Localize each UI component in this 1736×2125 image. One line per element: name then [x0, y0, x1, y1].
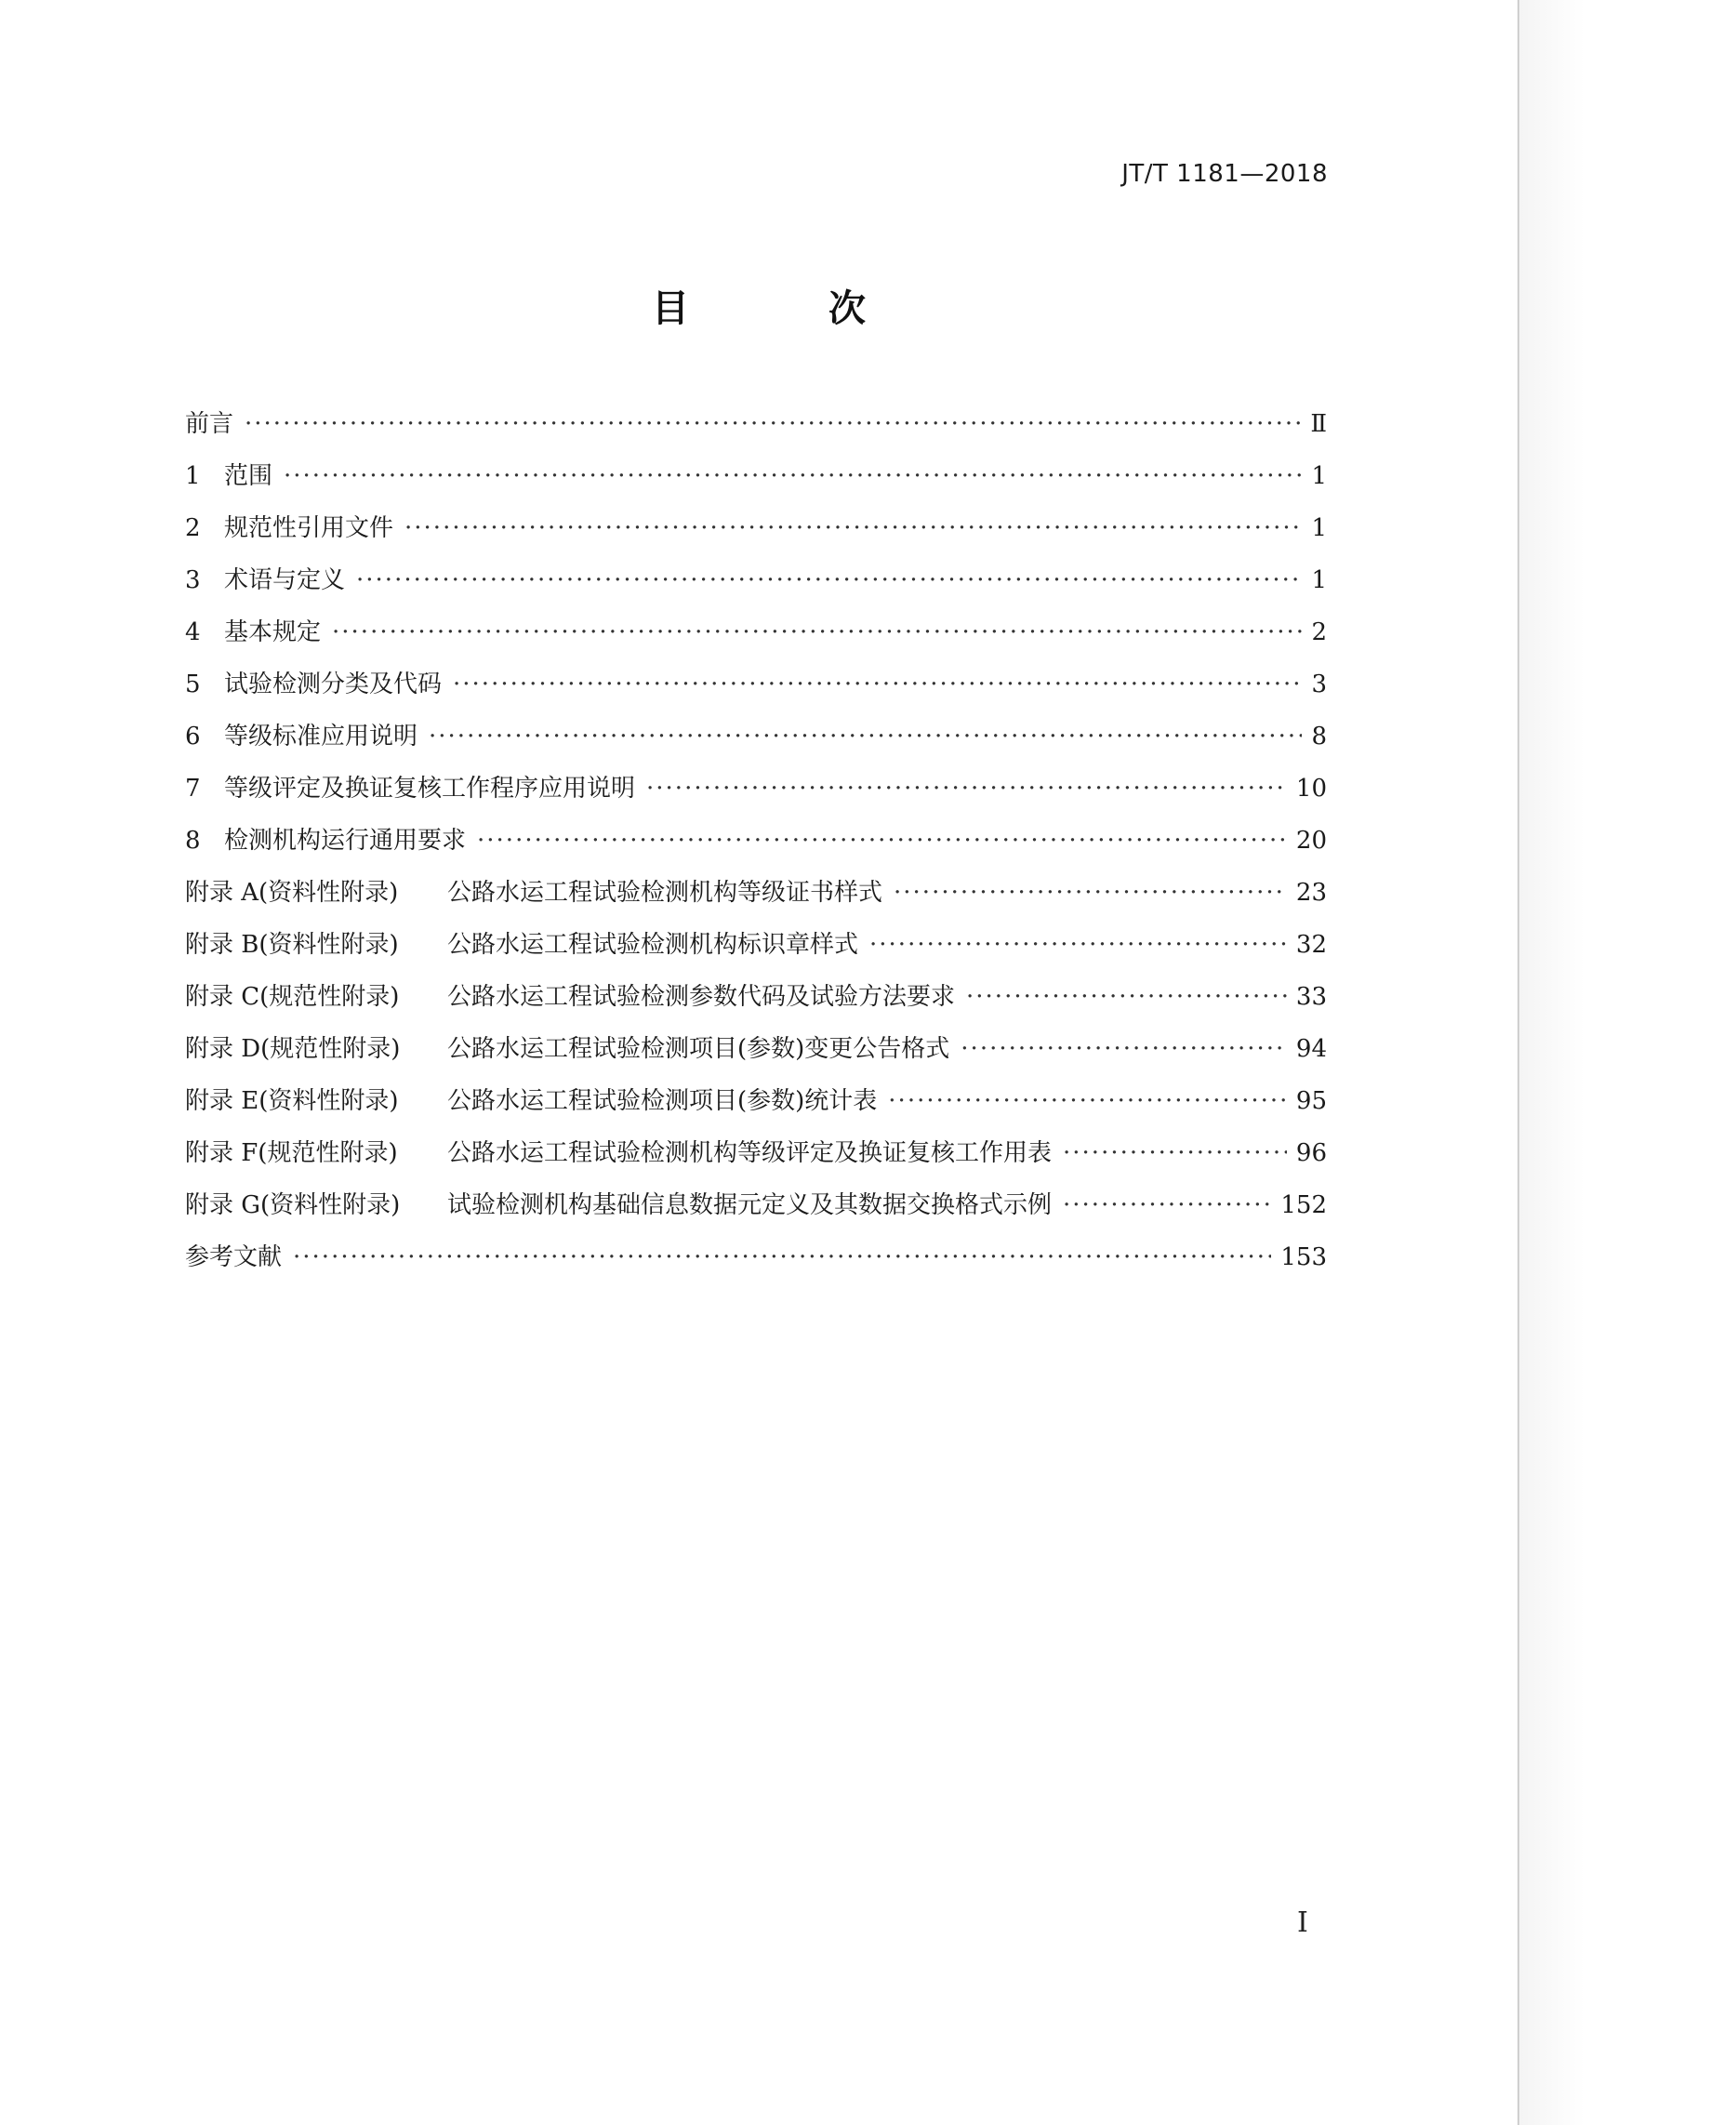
- toc-entry-4[interactable]: [185, 606, 1327, 658]
- toc-dot-leader: [429, 711, 1302, 763]
- toc-entry-page: 1: [1311, 566, 1327, 594]
- toc-appendix-tag: 附录 C(规范性附录): [185, 983, 400, 1011]
- toc-entry-number: 6: [185, 723, 201, 750]
- toc-dot-leader: [245, 398, 1301, 450]
- toc-dot-leader: [961, 1023, 1287, 1075]
- toc-entry-label: 8 检测机构运行通用要求: [185, 815, 466, 867]
- toc-entry-5[interactable]: [185, 658, 1327, 711]
- toc-entry-number: 2: [185, 514, 201, 542]
- toc-entry-label: 附录 F(规范性附录) 公路水运工程试验检测机构等级评定及换证复核工作用表: [185, 1127, 1052, 1179]
- toc-entry-appendix-b[interactable]: [185, 919, 1327, 971]
- toc-dot-leader: [646, 763, 1287, 815]
- toc-entry-page: 10: [1295, 775, 1327, 803]
- toc-entry-page: 152: [1280, 1191, 1327, 1219]
- toc-dot-leader: [1063, 1179, 1271, 1231]
- toc-dot-leader: [869, 919, 1287, 971]
- toc-entry-number: 4: [185, 618, 201, 646]
- toc-appendix-tag: 附录 E(资料性附录): [185, 1087, 399, 1115]
- page-edge-shadow: [1519, 0, 1736, 2125]
- page-title: 目 次: [652, 287, 929, 330]
- toc-dot-leader: [453, 658, 1302, 711]
- toc-appendix-tag: 附录 G(资料性附录): [185, 1191, 401, 1219]
- toc-entry-appendix-g[interactable]: [185, 1179, 1327, 1231]
- toc-entry-page: 3: [1311, 671, 1327, 698]
- toc-entry-number: 5: [185, 671, 201, 698]
- toc-entry-number: 8: [185, 827, 201, 855]
- toc-entry-6[interactable]: [185, 711, 1327, 763]
- toc-entry-page: 153: [1280, 1243, 1327, 1271]
- toc-entry-page: 8: [1311, 723, 1327, 750]
- toc-entry-label: 2 规范性引用文件: [185, 502, 393, 554]
- toc-entry-page: 32: [1295, 931, 1327, 959]
- toc-entry-label: 3 术语与定义: [185, 554, 345, 606]
- toc-entry-label: 附录 B(资料性附录) 公路水运工程试验检测机构标识章样式: [185, 919, 858, 971]
- toc-dot-leader: [332, 606, 1302, 658]
- toc-entry-label: 附录 G(资料性附录) 试验检测机构基础信息数据元定义及其数据交换格式示例: [185, 1179, 1052, 1231]
- toc-appendix-tag: 附录 B(资料性附录): [185, 931, 399, 959]
- toc-entry-label: 5 试验检测分类及代码: [185, 658, 442, 711]
- toc-entry-number: 3: [185, 566, 201, 594]
- toc-entry-appendix-d[interactable]: [185, 1023, 1327, 1075]
- toc-entry-label: 4 基本规定: [185, 606, 321, 658]
- toc-entry-appendix-c[interactable]: [185, 971, 1327, 1023]
- toc-entry-3[interactable]: [185, 554, 1327, 606]
- toc-entry-page: 1: [1311, 514, 1327, 542]
- toc-dot-leader: [356, 554, 1302, 606]
- toc-entry-page: 1: [1311, 462, 1327, 490]
- toc-dot-leader: [284, 450, 1302, 502]
- toc-entry-appendix-f[interactable]: [185, 1127, 1327, 1179]
- toc-appendix-tag: 附录 A(资料性附录): [185, 879, 399, 907]
- toc-entry-page: 20: [1295, 827, 1327, 855]
- standard-code: JT/T 1181—2018: [1121, 160, 1328, 188]
- toc-entry-label: 附录 D(规范性附录) 公路水运工程试验检测项目(参数)变更公告格式: [185, 1023, 949, 1075]
- toc-entry-number: 7: [185, 775, 201, 803]
- toc-entry-page: 94: [1295, 1035, 1327, 1063]
- toc-entry-8[interactable]: [185, 815, 1327, 867]
- toc-dot-leader: [477, 815, 1287, 867]
- table-of-contents: [185, 398, 1327, 1283]
- toc-entry-references[interactable]: [185, 1231, 1327, 1283]
- toc-dot-leader: [293, 1231, 1271, 1283]
- toc-entry-label: 参考文献: [185, 1243, 283, 1271]
- toc-entry-page: 23: [1295, 879, 1327, 907]
- toc-entry-label: 6 等级标准应用说明: [185, 711, 417, 763]
- toc-entry-appendix-a[interactable]: [185, 867, 1327, 919]
- toc-entry-label: 附录 A(资料性附录) 公路水运工程试验检测机构等级证书样式: [185, 867, 882, 919]
- toc-entry-label: 1 范围: [185, 450, 272, 502]
- toc-entry-page: 33: [1295, 983, 1327, 1011]
- toc-entry-label: 附录 E(资料性附录) 公路水运工程试验检测项目(参数)统计表: [185, 1075, 877, 1127]
- toc-entry-page: 2: [1311, 618, 1327, 646]
- toc-entry-label: 附录 C(规范性附录) 公路水运工程试验检测参数代码及试验方法要求: [185, 971, 955, 1023]
- toc-entry-label: 前言: [185, 410, 234, 438]
- toc-appendix-tag: 附录 F(规范性附录): [185, 1139, 398, 1167]
- toc-dot-leader: [888, 1075, 1287, 1127]
- toc-entry-page: 96: [1295, 1139, 1327, 1167]
- toc-dot-leader: [894, 867, 1287, 919]
- page-number: I: [1297, 1906, 1308, 1939]
- toc-entry-page: 95: [1295, 1087, 1327, 1115]
- toc-entry-2[interactable]: [185, 502, 1327, 554]
- toc-dot-leader: [404, 502, 1302, 554]
- toc-entry-preface[interactable]: [185, 398, 1327, 450]
- toc-entry-1[interactable]: [185, 450, 1327, 502]
- toc-entry-appendix-e[interactable]: [185, 1075, 1327, 1127]
- toc-entry-label: 7 等级评定及换证复核工作程序应用说明: [185, 763, 635, 815]
- toc-entry-7[interactable]: [185, 763, 1327, 815]
- toc-dot-leader: [1063, 1127, 1287, 1179]
- toc-appendix-tag: 附录 D(规范性附录): [185, 1035, 401, 1063]
- toc-dot-leader: [966, 971, 1287, 1023]
- toc-entry-page: Ⅱ: [1310, 410, 1327, 438]
- toc-entry-number: 1: [185, 462, 201, 490]
